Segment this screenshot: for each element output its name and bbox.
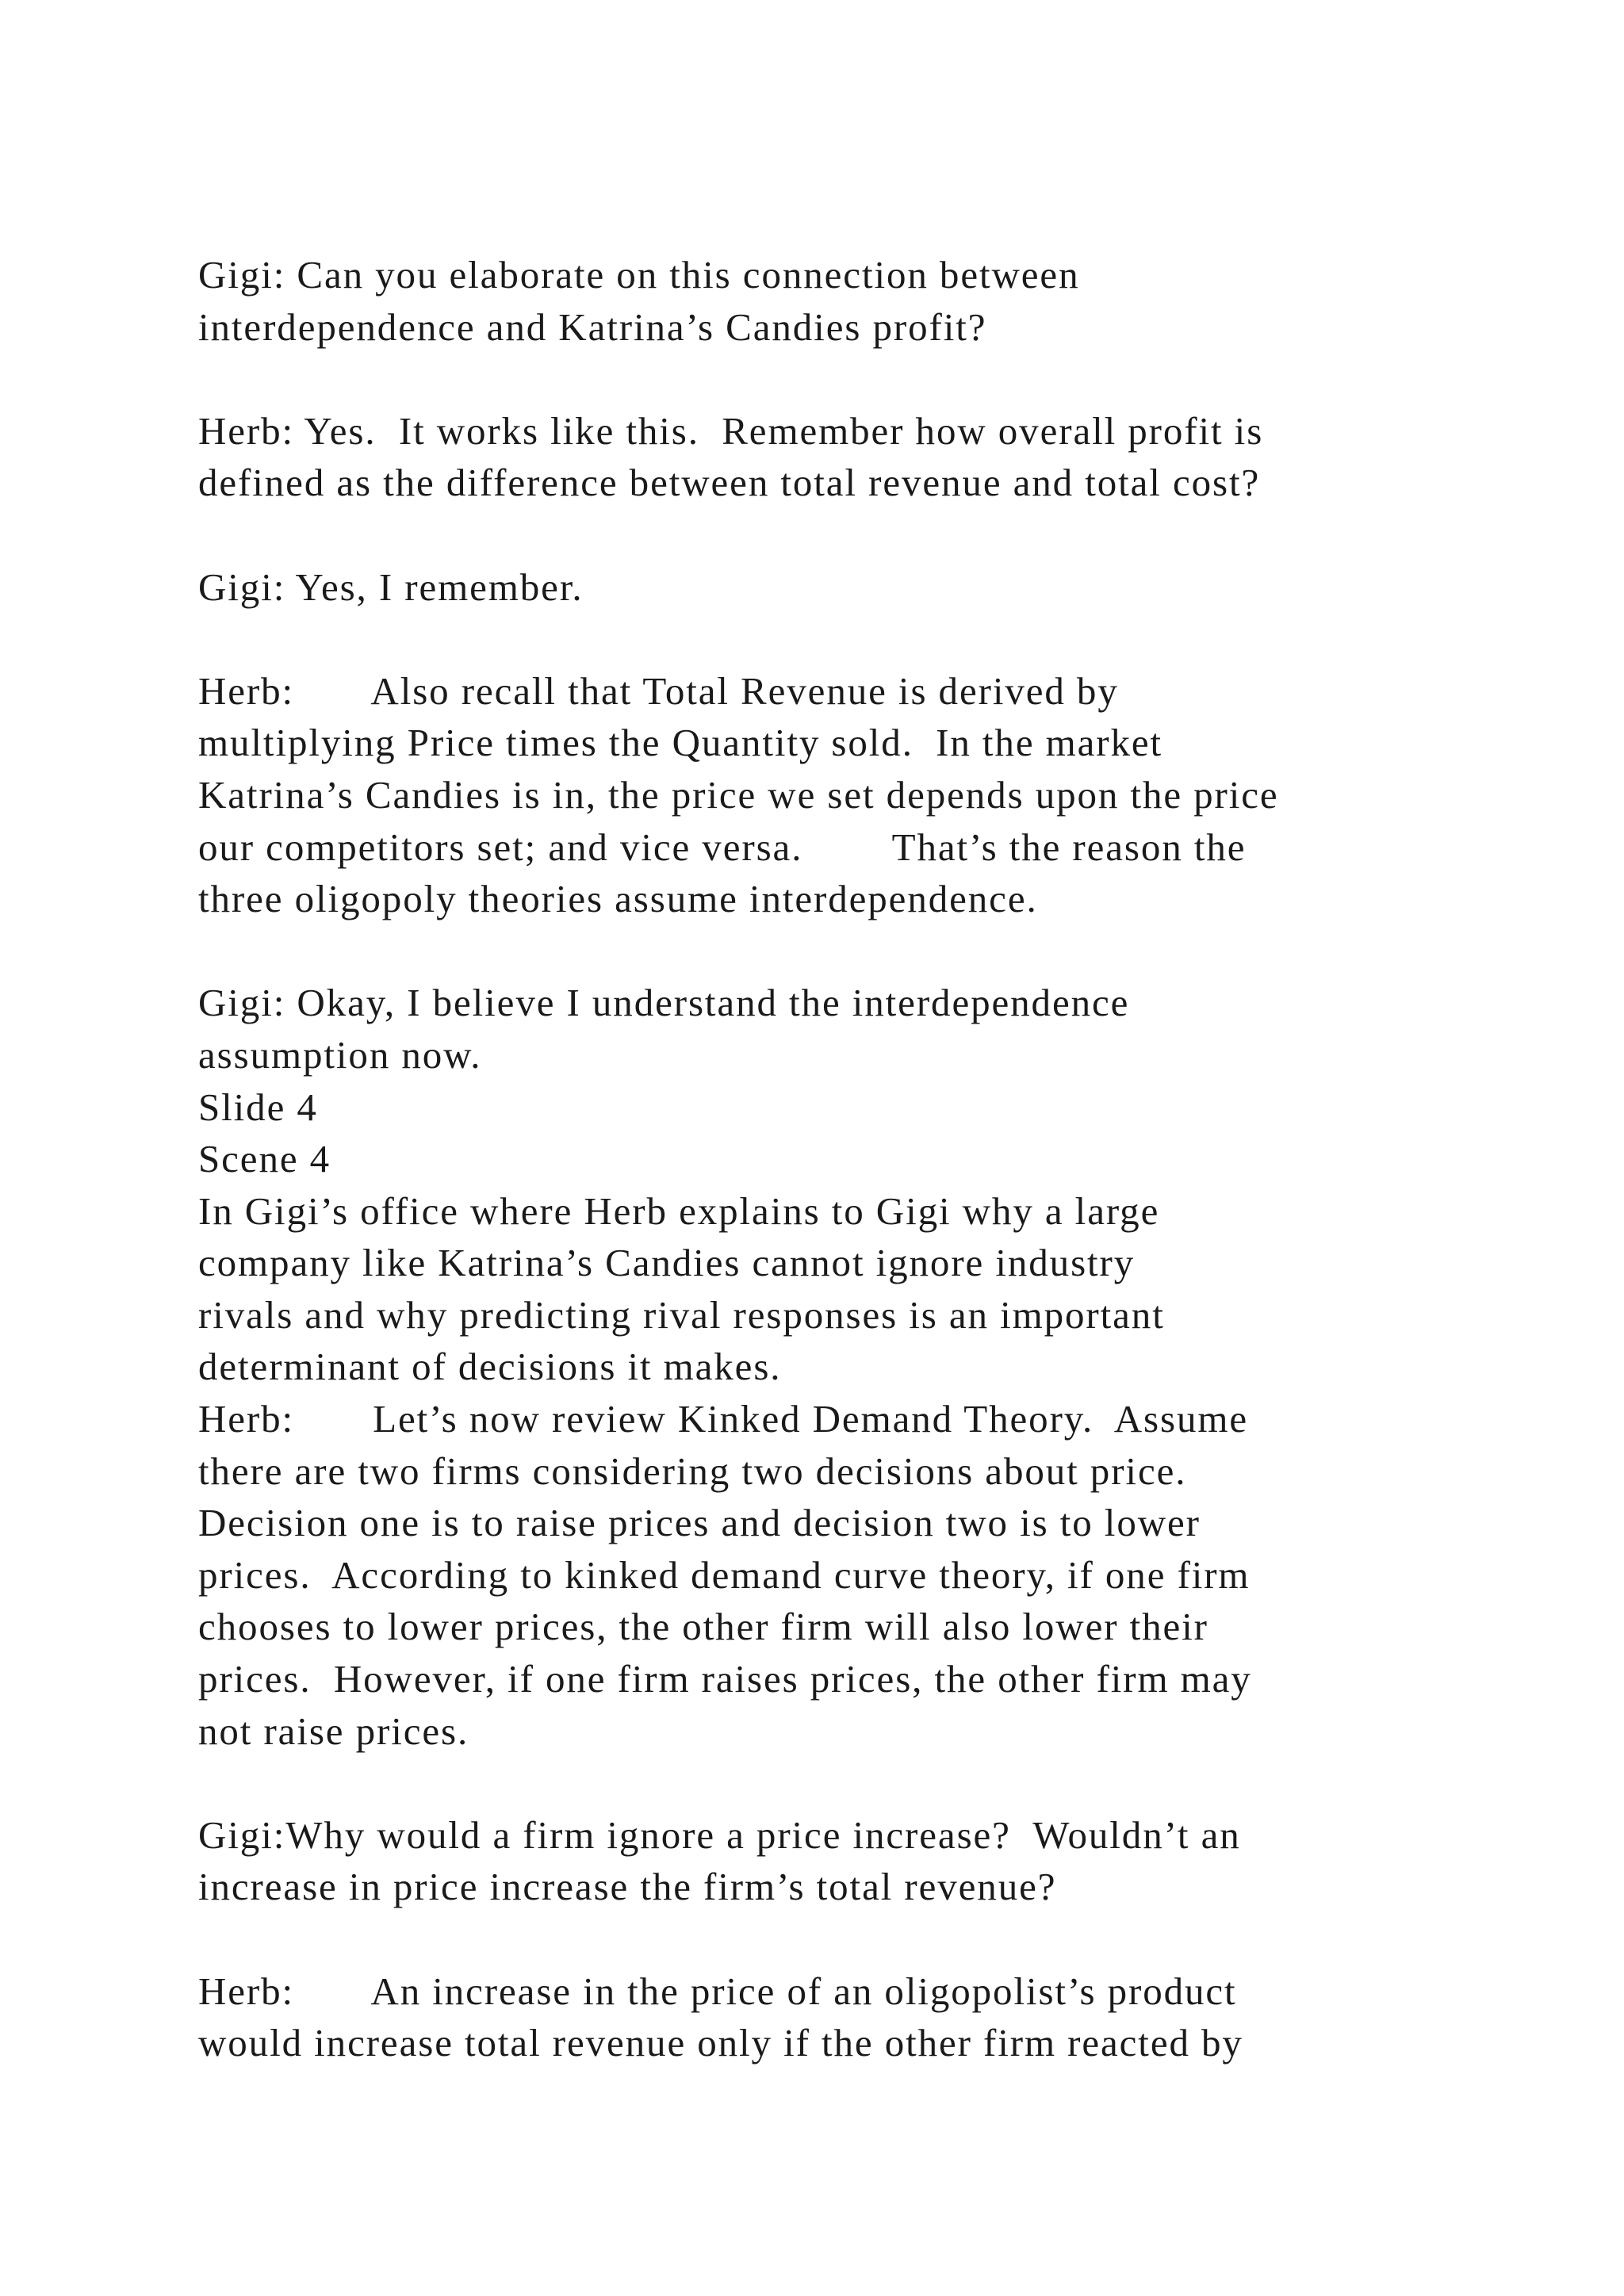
text-line: rivals and why predicting rival responses is an important [198,1292,1165,1337]
blank-line [198,1757,1507,1809]
text-line: Gigi:Why would a firm ignore a price increase? Wouldn’t an [198,1812,1241,1857]
text-line: Herb: Yes. It works like this. Remember how overall profit is [198,408,1264,453]
text-line: prices. According to kinked demand curve theory, if one firm [198,1552,1251,1597]
slide-label: Slide 4 [198,1085,318,1129]
text-line: increase in price increase the firm’s total revenue? [198,1865,1057,1909]
text-line: interdependence and Katrina’s Candies profit? [198,304,987,349]
blank-line [198,353,1507,405]
text-line: multiplying Price times the Quantity sold. In the market [198,721,1163,765]
text-line: not raise prices. [198,1709,469,1753]
text-line: prices. However, if one firm raises prices, the other firm may [198,1657,1252,1701]
text-line: Herb: An increase in the price of an oligopolist’s product [198,1969,1237,2013]
scene-label: Scene 4 [198,1137,331,1181]
text-line: chooses to lower prices, the other firm will also lower their [198,1605,1208,1649]
text-line: our competitors set; and vice versa. That’s the reason the [198,825,1247,869]
text-line: assumption now. [198,1032,482,1077]
text-line: Gigi: Okay, I believe I understand the interdependence [198,981,1130,1025]
blank-line [198,509,1507,561]
text-line: Gigi: Can you elaborate on this connection between [198,253,1080,297]
blank-line [198,1913,1507,1965]
text-line: In Gigi’s office where Herb explains to Gigi why a large [198,1188,1160,1233]
text-line: determinant of decisions it makes. [198,1345,782,1389]
text-line: Decision one is to raise prices and decision two is to lower [198,1501,1201,1545]
text-line: defined as the difference between total revenue and total cost? [198,461,1261,505]
document-body [198,249,1507,2069]
text-line: Herb: Let’s now review Kinked Demand Theory. Assume [198,1397,1249,1441]
text-line: three oligopoly theories assume interdependence. [198,877,1038,921]
text-line: would increase total revenue only if the other firm reacted by [198,2021,1243,2065]
text-line: company like Katrina’s Candies cannot ignore industry [198,1241,1136,1285]
text-line: Gigi: Yes, I remember. [198,564,584,609]
blank-line [198,613,1507,665]
blank-line [198,925,1507,978]
text-line: there are two firms considering two decisions about price. [198,1448,1187,1493]
text-line: Katrina’s Candies is in, the price we set depends upon the price [198,772,1279,817]
text-line: Herb: Also recall that Total Revenue is derived by [198,668,1119,713]
